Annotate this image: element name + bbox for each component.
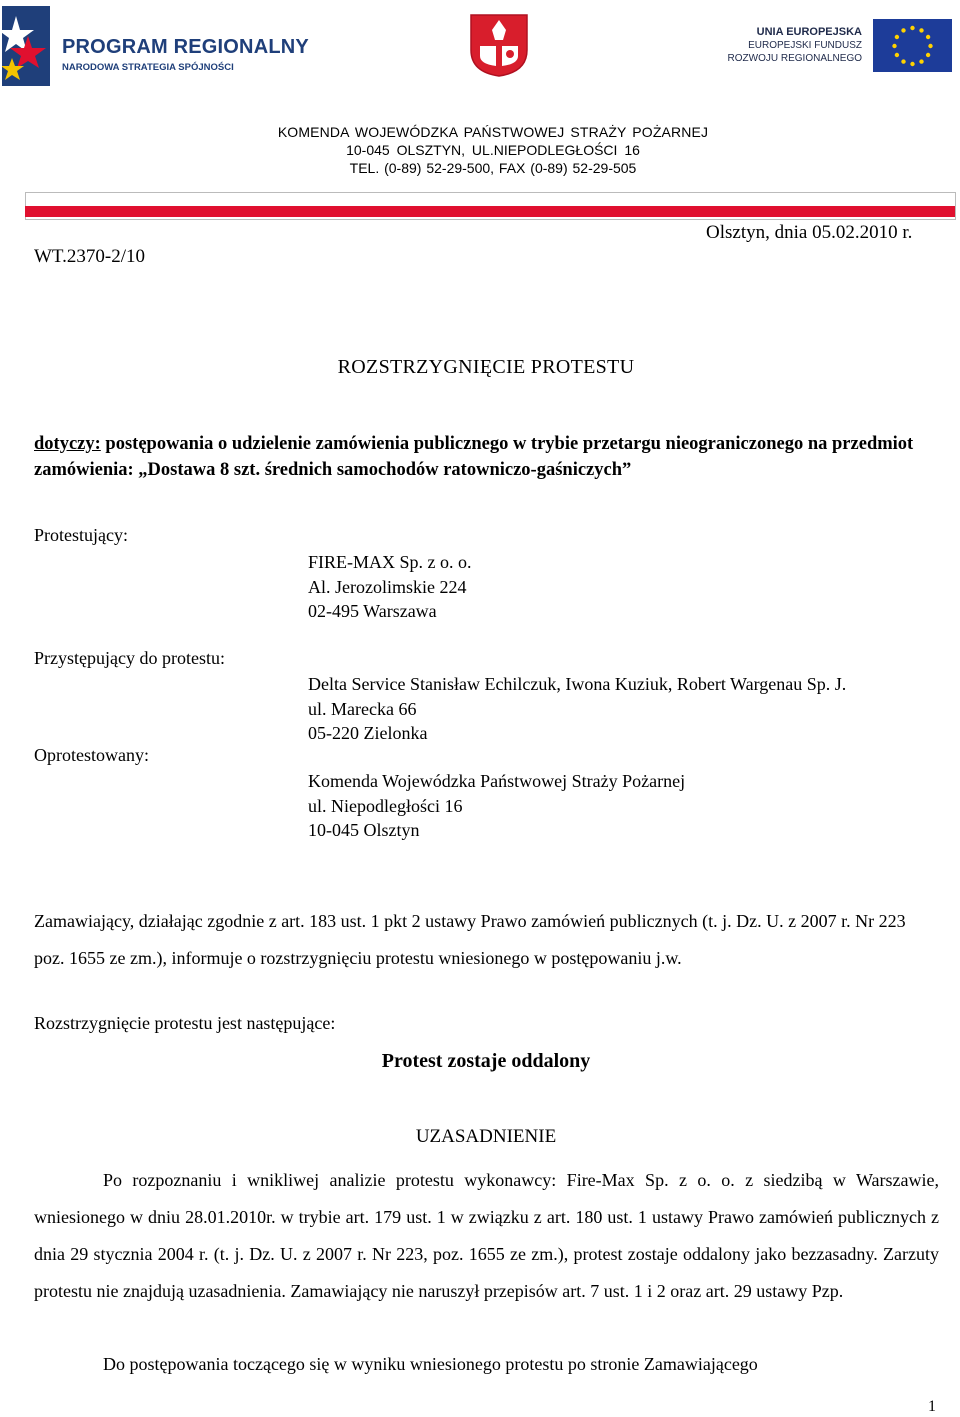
eu-line-3: ROZWOJU REGIONALNEGO	[727, 53, 862, 64]
protester-name: FIRE-MAX Sp. z o. o.	[308, 552, 472, 572]
coat-of-arms-icon	[468, 12, 530, 78]
joining-name: Delta Service Stanisław Echilczuk, Iwona Kuziuk, Robert Wargenau Sp. J.	[308, 674, 847, 694]
eu-line-1: UNIA EUROPEJSKA	[756, 26, 862, 38]
justification-paragraph-2: Do postępowania toczącego się w wyniku wniesionego protestu po stronie Zamawiającego	[103, 1354, 758, 1374]
respondent-street: ul. Niepodległości 16	[308, 795, 463, 816]
info-paragraph: Zamawiający, działając zgodnie z art. 183 ust. 1 pkt 2 ustawy Prawo zamówień publicznych (t. j. Dz. U. z 2007 r. Nr 223 poz. 1655 ze zm.), informuje o rozstrzygnięciu protestu wniesionego w postępowaniu j.w.	[34, 911, 906, 968]
subject-label: dotyczy:	[34, 434, 101, 454]
subject-text: postępowania o udzielenie zamówienia publicznego w trybie przetargu nieograniczonego na przedmiot zamówienia: „Dostawa 8 szt. średnich samochodów ratowniczo-gaśniczych”	[34, 434, 914, 480]
eu-line-2: EUROPEJSKI FUNDUSZ	[748, 40, 862, 51]
protester-street: Al. Jerozolimskie 224	[308, 576, 467, 597]
document-date: Olsztyn, dnia 05.02.2010 r.	[706, 222, 913, 243]
header-contact: TEL. (0-89) 52-29-500, FAX (0-89) 52-29-505	[349, 160, 637, 176]
verdict: Protest zostaje oddalony	[381, 1050, 591, 1072]
header-institution: KOMENDA WOJEWÓDZKA PAŃSTWOWEJ STRAŻY POŻARNEJ	[277, 124, 709, 140]
protester-city: 02-495 Warszawa	[308, 601, 437, 621]
program-regionalny-logo	[2, 6, 309, 86]
respondent-label: Oprotestowany:	[34, 745, 149, 765]
program-title: PROGRAM REGIONALNY	[62, 36, 309, 58]
reference-number: WT.2370-2/10	[34, 246, 145, 267]
justification-title: UZASADNIENIE	[415, 1126, 557, 1147]
joining-label: Przystępujący do protestu:	[34, 648, 225, 668]
document-title: ROZSTRZYGNIĘCIE PROTESTU	[337, 356, 635, 378]
subject	[34, 431, 944, 483]
page-number: 1	[928, 1398, 936, 1415]
joining-details	[308, 672, 846, 746]
eu-flag-icon	[873, 19, 952, 72]
protester-details	[308, 550, 472, 624]
resolution-label: Rozstrzygnięcie protestu jest następujące:	[34, 1013, 336, 1033]
protester-label: Protestujący:	[34, 525, 128, 545]
program-subtitle: NARODOWA STRATEGIA SPÓJNOŚCI	[62, 62, 234, 73]
respondent-name: Komenda Wojewódzka Państwowej Straży Pożarnej	[308, 771, 686, 791]
joining-city: 05-220 Zielonka	[308, 723, 428, 743]
justification-paragraph: Po rozpoznaniu i wnikliwej analizie protestu wykonawcy: Fire-Max Sp. z o. o. z siedzibą w Warszawie, wniesionego w dniu 28.01.2010r. w trybie art. 179 ust. 1 w związku z art. 180 ust. 1 ustawy Prawo zamówień publicznych z dnia 29 stycznia 2004 r. (t. j. Dz. U. z 2007 r. Nr 223, poz. 1655 ze zm.), protest zostaje oddalony jako bezzasadny. Zarzuty protestu nie znajdują uzasadnienia. Zamawiający nie naruszył przepisów art. 7 ust. 1 i 2 oraz art. 29 ustawy Pzp.	[34, 1170, 939, 1301]
header-address: 10-045 OLSZTYN, UL.NIEPODLEGŁOŚCI 16	[346, 142, 640, 158]
respondent-city: 10-045 Olsztyn	[308, 820, 420, 840]
header-divider-bar	[25, 206, 955, 217]
joining-street: ul. Marecka 66	[308, 698, 417, 719]
eu-fund-label	[710, 26, 862, 65]
respondent-details	[308, 769, 685, 843]
star-flag-icon	[2, 6, 50, 86]
